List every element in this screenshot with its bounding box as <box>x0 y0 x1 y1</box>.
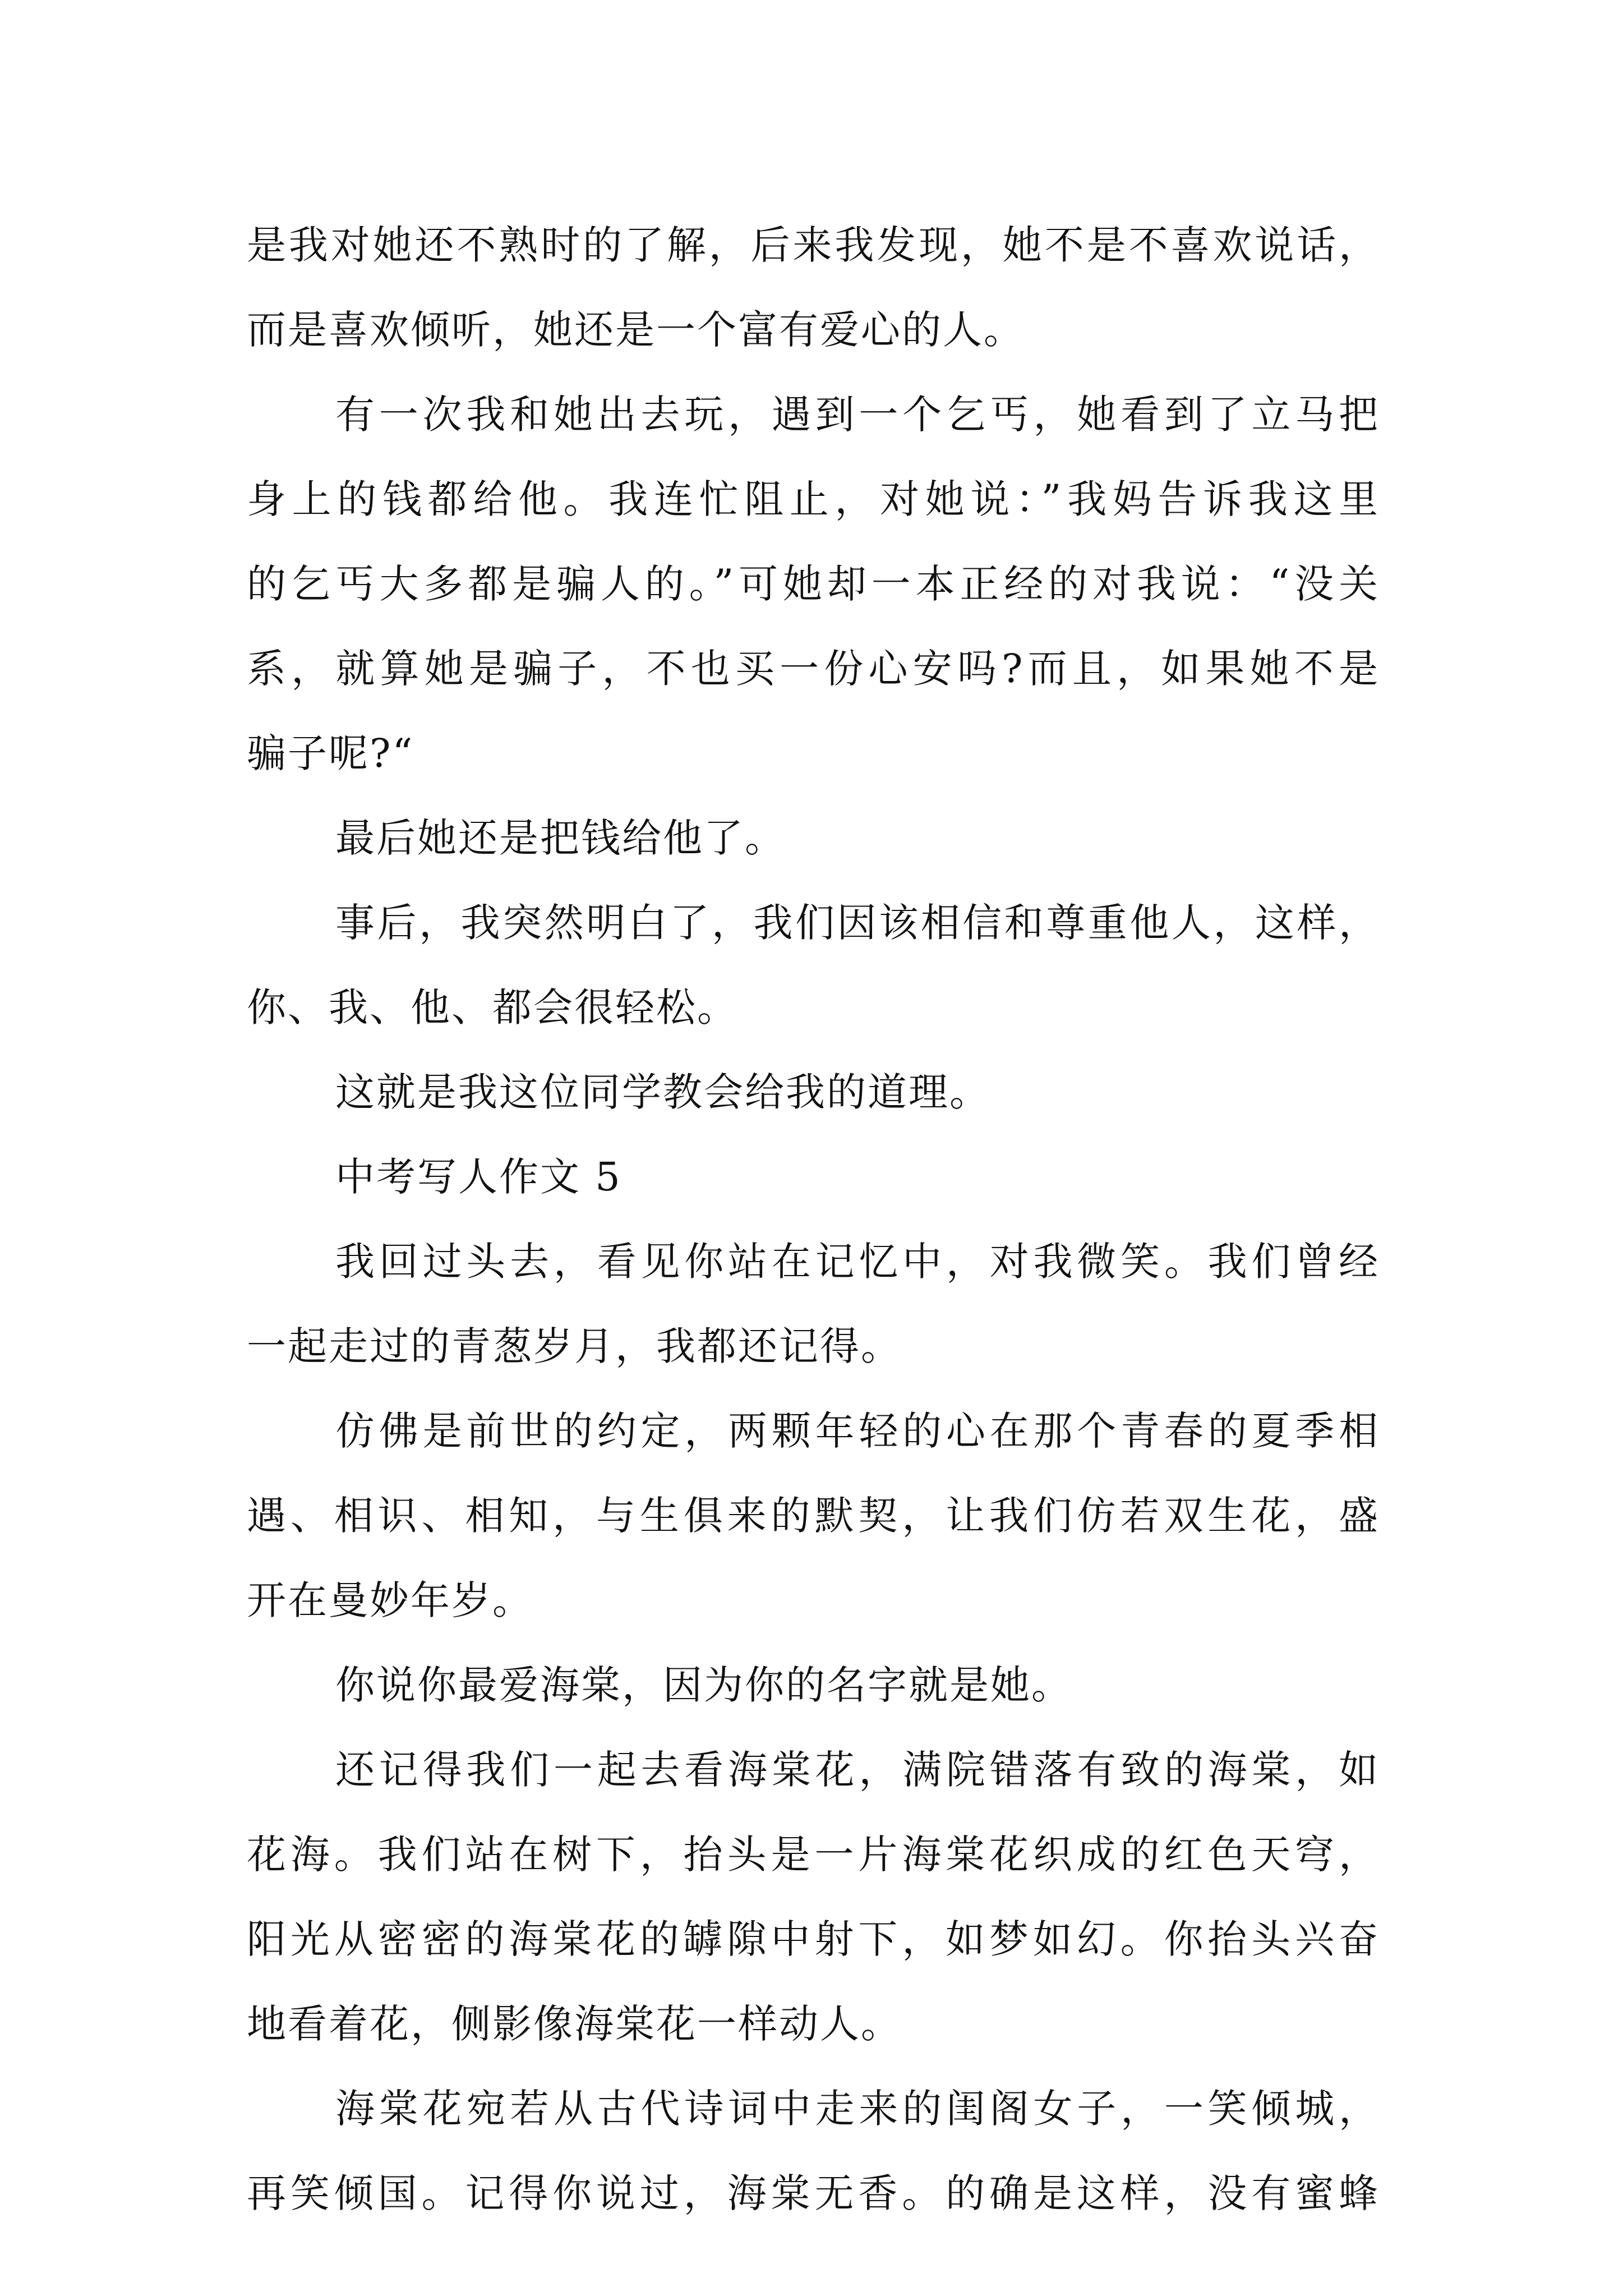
text-line: 再笑倾国。记得你说过，海棠无香。的确是这样，没有蜜蜂 <box>247 2170 1380 2216</box>
paragraph-first-line: 我回过头去，看见你站在记忆中，对我微笑。我们曾经 <box>335 1239 1380 1285</box>
paragraph-first-line: 这就是我这位同学教会给我的道理。 <box>335 1069 990 1115</box>
paragraph-first-line: 还记得我们一起去看海棠花，满院错落有致的海棠，如 <box>335 1747 1380 1793</box>
paragraph-first-line: 最后她还是把钱给他了。 <box>335 815 786 861</box>
text-line: 花海。我们站在树下，抬头是一片海棠花织成的红色天穹， <box>247 1832 1380 1878</box>
text-line: 身上的钱都给他。我连忙阻止，对她说：”我妈告诉我这里 <box>247 476 1380 522</box>
text-line: 开在曼妙年岁。 <box>247 1577 533 1623</box>
paragraph-first-line: 你说你最爱海棠，因为你的名字就是她。 <box>335 1662 1072 1708</box>
text-line: 地看着花，侧影像海棠花一样动人。 <box>247 2001 902 2047</box>
text-line: 的乞丐大多都是骗人的。”可她却一本正经的对我说：“没关 <box>247 561 1380 607</box>
text-line: 你、我、他、都会很轻松。 <box>247 984 738 1030</box>
paragraph-first-line: 有一次我和她出去玩，遇到一个乞丐，她看到了立马把 <box>335 392 1380 438</box>
text-line: 骗子呢?“ <box>247 730 414 776</box>
text-line: 遇、相识、相知，与生俱来的默契，让我们仿若双生花，盛 <box>247 1493 1380 1539</box>
text-line: 是我对她还不熟时的了解，后来我发现，她不是不喜欢说话， <box>247 222 1380 268</box>
text-line: 一起走过的青葱岁月，我都还记得。 <box>247 1323 902 1369</box>
essay-body <box>247 203 1380 2236</box>
paragraph-first-line: 事后，我突然明白了，我们因该相信和尊重他人，这样， <box>335 900 1380 946</box>
text-line: 阳光从密密的海棠花的罅隙中射下，如梦如幻。你抬头兴奋 <box>247 1916 1380 1962</box>
text-line: 而是喜欢倾听，她还是一个富有爱心的人。 <box>247 307 1025 353</box>
section-heading: 中考写人作文 5 <box>335 1154 622 1200</box>
text-line: 系，就算她是骗子，不也买一份心安吗?而且，如果她不是 <box>247 646 1380 692</box>
paragraph-first-line: 海棠花宛若从古代诗词中走来的闺阁女子，一笑倾城， <box>335 2086 1380 2132</box>
paragraph-first-line: 仿佛是前世的约定，两颗年轻的心在那个青春的夏季相 <box>335 1408 1380 1454</box>
